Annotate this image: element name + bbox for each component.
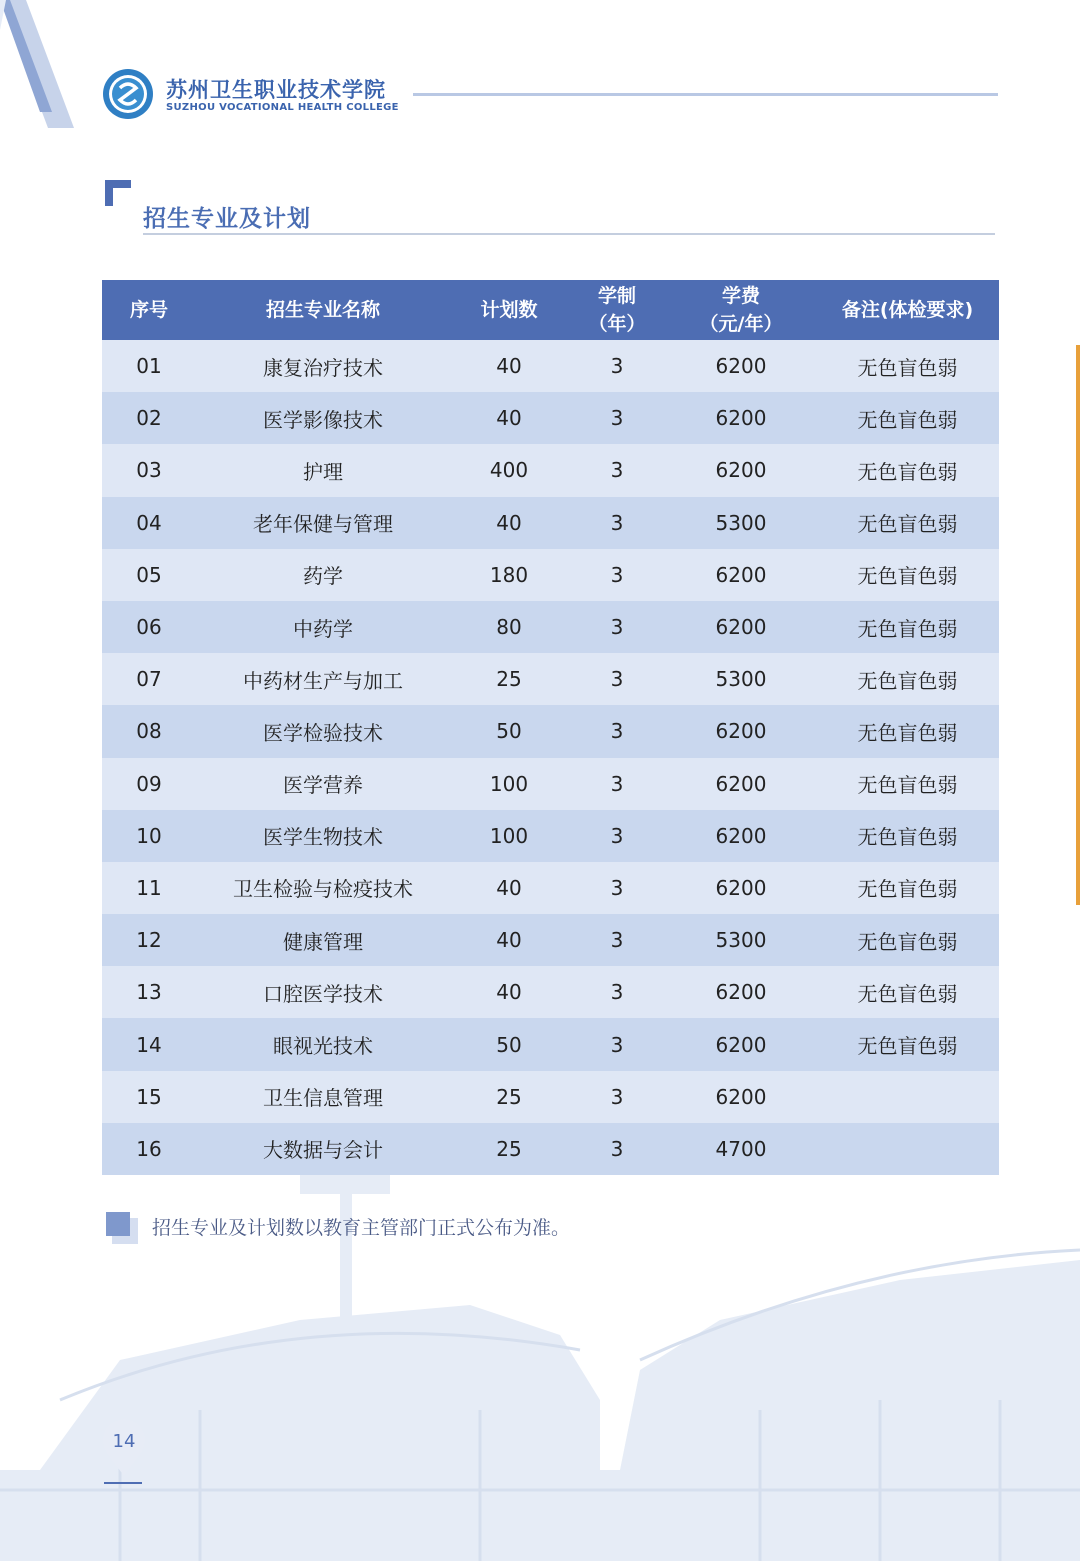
cell-fee: 6200: [715, 406, 767, 431]
cell-seq: 08: [136, 719, 162, 744]
cell-fee: 6200: [715, 615, 767, 640]
cell-major: 护理: [303, 459, 343, 484]
table-header-row: [102, 280, 999, 340]
header-divider: [413, 93, 998, 96]
cell-major: 老年保健与管理: [253, 512, 393, 537]
section-divider: [143, 233, 995, 235]
cell-remark: [816, 1071, 999, 1123]
cell-duration: 3: [610, 1136, 624, 1161]
cell-fee: 6200: [715, 980, 767, 1005]
cell-fee: 6200: [715, 562, 767, 587]
side-edge-tab: [1076, 345, 1080, 905]
enrollment-plan-table: [102, 280, 999, 1175]
table-row: [102, 497, 999, 549]
note-text: 招生专业及计划数以教育主管部门正式公布为准。: [152, 1217, 571, 1239]
table-row: [102, 966, 999, 1018]
page-number: 14: [112, 1431, 136, 1452]
cell-seq: 10: [136, 823, 162, 848]
cell-fee: 6200: [715, 458, 767, 483]
cell-major: 中药学: [293, 616, 353, 641]
corner-stripe-decoration: [0, 0, 90, 135]
cell-duration: 3: [610, 719, 624, 744]
table-row: [102, 862, 999, 914]
college-name-cn: 苏州卫生职业技术学院: [166, 78, 386, 102]
cell-seq: 14: [136, 1032, 162, 1057]
cell-duration: 3: [610, 406, 624, 431]
cell-duration: 3: [610, 875, 624, 900]
cell-plan: 100: [489, 823, 529, 848]
table-row: [102, 340, 999, 392]
section-corner-mark-icon: [105, 180, 131, 206]
cell-major: 大数据与会计: [263, 1138, 383, 1163]
cell-duration: 3: [610, 1032, 624, 1057]
cell-major: 医学营养: [283, 773, 363, 798]
cell-plan: 50: [496, 719, 522, 744]
table-row: [102, 914, 999, 966]
table-row: [102, 1018, 999, 1070]
cell-seq: 04: [136, 510, 162, 535]
header-duration-line1: 学制: [597, 285, 636, 307]
college-logo-icon: [102, 68, 154, 120]
cell-remark: 无色盲色弱: [857, 668, 958, 693]
header-major: 招生专业名称: [265, 299, 380, 321]
cell-duration: 3: [610, 354, 624, 379]
header-remark: 备注(体检要求): [841, 299, 974, 321]
cell-fee: 4700: [715, 1136, 767, 1161]
cell-plan: 50: [496, 1032, 522, 1057]
cell-major: 健康管理: [283, 929, 363, 954]
cell-fee: 6200: [715, 1084, 767, 1109]
cell-major: 口腔医学技术: [263, 981, 383, 1006]
cell-plan: 180: [489, 562, 529, 587]
cell-fee: 6200: [715, 823, 767, 848]
header-duration: [568, 280, 666, 340]
header-fee-line1: 学费: [721, 285, 760, 307]
table-row: [102, 653, 999, 705]
cell-seq: 02: [136, 406, 162, 431]
cell-major: 中药材生产与加工: [243, 668, 403, 693]
cell-major: 医学影像技术: [263, 407, 383, 432]
cell-seq: 05: [136, 562, 162, 587]
cell-plan: 40: [496, 875, 522, 900]
cell-major: 卫生检验与检疫技术: [233, 877, 413, 902]
cell-seq: 03: [136, 458, 162, 483]
cell-duration: 3: [610, 458, 624, 483]
cell-duration: 3: [610, 562, 624, 587]
cell-fee: 6200: [715, 771, 767, 796]
cell-fee: 6200: [715, 875, 767, 900]
cell-plan: 80: [496, 615, 522, 640]
cell-plan: 400: [489, 458, 529, 483]
cell-duration: 3: [610, 823, 624, 848]
header-duration-line2: （年）: [588, 313, 646, 335]
cell-seq: 07: [136, 667, 162, 692]
header-fee: [666, 280, 816, 340]
cell-fee: 5300: [715, 928, 767, 953]
cell-plan: 40: [496, 928, 522, 953]
cell-plan: 25: [496, 1084, 522, 1109]
cell-plan: 100: [489, 771, 529, 796]
cell-plan: 40: [496, 406, 522, 431]
cell-remark: 无色盲色弱: [857, 512, 958, 537]
cell-seq: 09: [136, 771, 162, 796]
cell-remark: 无色盲色弱: [857, 825, 958, 850]
header-seq: 序号: [129, 299, 168, 321]
cell-remark: 无色盲色弱: [857, 459, 958, 484]
table-row: [102, 601, 999, 653]
cell-duration: 3: [610, 980, 624, 1005]
cell-plan: 25: [496, 667, 522, 692]
cell-major: 医学检验技术: [263, 720, 383, 745]
cell-duration: 3: [610, 510, 624, 535]
college-name-en: SUZHOU VOCATIONAL HEALTH COLLEGE: [166, 102, 399, 113]
table-row: [102, 444, 999, 496]
section-title: 招生专业及计划: [143, 206, 311, 232]
cell-plan: 40: [496, 354, 522, 379]
cell-duration: 3: [610, 928, 624, 953]
cell-remark: 无色盲色弱: [857, 407, 958, 432]
cell-remark: [816, 1123, 999, 1175]
cell-remark: 无色盲色弱: [857, 720, 958, 745]
cell-fee: 6200: [715, 1032, 767, 1057]
cell-major: 康复治疗技术: [263, 355, 383, 380]
note-square-icon: [106, 1212, 138, 1244]
cell-remark: 无色盲色弱: [857, 773, 958, 798]
cell-major: 眼视光技术: [273, 1034, 373, 1059]
header-fee-line2: （元/年）: [699, 313, 783, 335]
cell-major: 医学生物技术: [263, 825, 383, 850]
cell-remark: 无色盲色弱: [857, 981, 958, 1006]
cell-remark: 无色盲色弱: [857, 355, 958, 380]
cell-fee: 6200: [715, 354, 767, 379]
cell-remark: 无色盲色弱: [857, 564, 958, 589]
cell-seq: 15: [136, 1084, 162, 1109]
table-row: [102, 392, 999, 444]
cell-seq: 11: [136, 875, 162, 900]
cell-duration: 3: [610, 615, 624, 640]
table-row: [102, 1123, 999, 1175]
cell-remark: 无色盲色弱: [857, 616, 958, 641]
cell-remark: 无色盲色弱: [857, 929, 958, 954]
header-plan: 计划数: [480, 299, 538, 321]
cell-plan: 40: [496, 980, 522, 1005]
cell-fee: 5300: [715, 667, 767, 692]
cell-plan: 40: [496, 510, 522, 535]
table-row: [102, 758, 999, 810]
cell-remark: 无色盲色弱: [857, 1034, 958, 1059]
table-row: [102, 810, 999, 862]
cell-duration: 3: [610, 1084, 624, 1109]
cell-seq: 06: [136, 615, 162, 640]
table-row: [102, 705, 999, 757]
cell-seq: 16: [136, 1136, 162, 1161]
cell-plan: 25: [496, 1136, 522, 1161]
cell-major: 药学: [303, 564, 343, 589]
table-row: [102, 1071, 999, 1123]
cell-duration: 3: [610, 771, 624, 796]
cell-fee: 5300: [715, 510, 767, 535]
cell-seq: 13: [136, 980, 162, 1005]
cell-duration: 3: [610, 667, 624, 692]
cell-major: 卫生信息管理: [263, 1086, 383, 1111]
cell-seq: 01: [136, 354, 162, 379]
cell-remark: 无色盲色弱: [857, 877, 958, 902]
page-number-underline: [104, 1482, 142, 1484]
table-row: [102, 549, 999, 601]
cell-seq: 12: [136, 928, 162, 953]
cell-fee: 6200: [715, 719, 767, 744]
